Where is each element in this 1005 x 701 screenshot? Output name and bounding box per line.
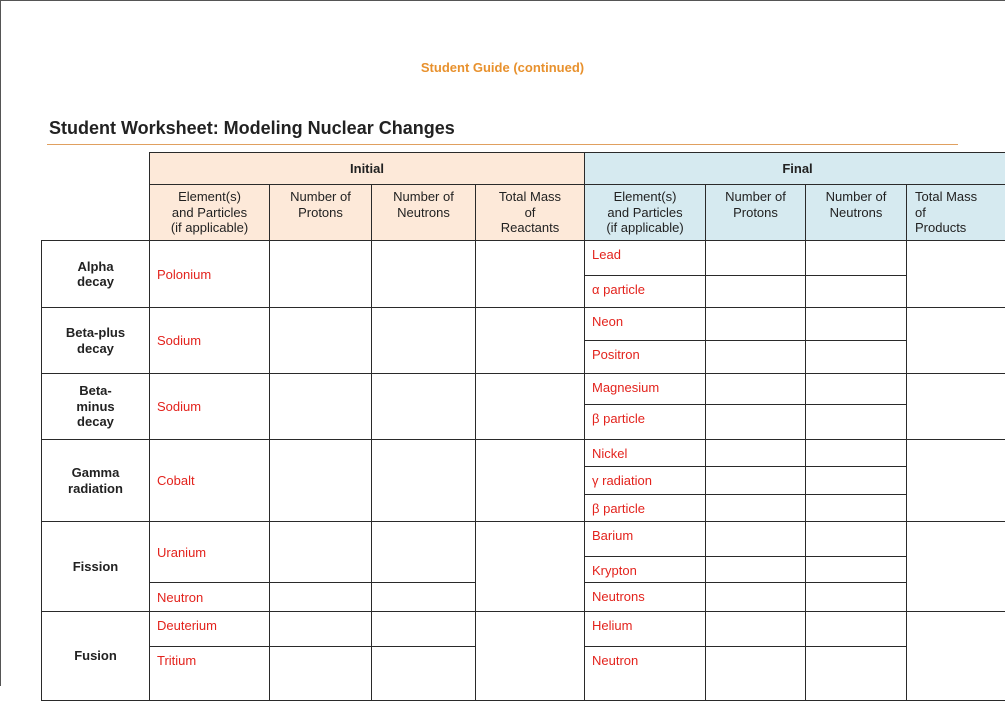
final-element: Helium <box>584 611 706 647</box>
total-mass-products-cell[interactable] <box>906 521 1005 612</box>
final-element: γ radiation <box>584 466 706 495</box>
initial-neutrons-cell[interactable] <box>371 439 476 522</box>
final-neutrons-cell[interactable] <box>805 466 907 495</box>
initial-protons-cell[interactable] <box>269 439 372 522</box>
row-label: Fusion <box>41 611 150 701</box>
final-neutrons-cell[interactable] <box>805 494 907 522</box>
final-protons-cell[interactable] <box>705 373 806 405</box>
group-header-initial: Initial <box>149 152 585 185</box>
worksheet-title: Student Worksheet: Modeling Nuclear Changes <box>49 118 455 138</box>
initial-element: Deuterium <box>149 611 270 647</box>
initial-element: Neutron <box>149 582 270 612</box>
final-element: Nickel <box>584 439 706 467</box>
final-neutrons-cell[interactable] <box>805 404 907 440</box>
total-mass-reactants-cell[interactable] <box>475 240 585 308</box>
initial-column-header: Element(s) and Particles (if applicable) <box>149 184 270 241</box>
initial-neutrons-cell[interactable] <box>371 373 476 440</box>
initial-element: Sodium <box>149 373 270 440</box>
final-neutrons-cell[interactable] <box>805 611 907 647</box>
initial-protons-cell[interactable] <box>269 611 372 647</box>
final-neutrons-cell[interactable] <box>805 275 907 308</box>
total-mass-reactants-cell[interactable] <box>475 373 585 440</box>
initial-column-header: Number of Protons <box>269 184 372 241</box>
row-label: Beta-plus decay <box>41 307 150 374</box>
final-column-header: Number of Protons <box>705 184 806 241</box>
final-protons-cell[interactable] <box>705 521 806 557</box>
initial-element: Polonium <box>149 240 270 308</box>
total-mass-products-cell[interactable] <box>906 240 1005 308</box>
final-element: Magnesium <box>584 373 706 405</box>
final-element: α particle <box>584 275 706 308</box>
final-element: Neutrons <box>584 582 706 612</box>
initial-protons-cell[interactable] <box>269 373 372 440</box>
final-protons-cell[interactable] <box>705 275 806 308</box>
total-mass-products-cell[interactable] <box>906 307 1005 374</box>
final-protons-cell[interactable] <box>705 582 806 612</box>
row-label: Alpha decay <box>41 240 150 308</box>
final-column-header: Number of Neutrons <box>805 184 907 241</box>
initial-element: Uranium <box>149 521 270 583</box>
initial-protons-cell[interactable] <box>269 582 372 612</box>
final-element: β particle <box>584 494 706 522</box>
initial-neutrons-cell[interactable] <box>371 611 476 647</box>
initial-protons-cell[interactable] <box>269 646 372 701</box>
final-element: Lead <box>584 240 706 276</box>
initial-column-header: Total Mass of Reactants <box>475 184 585 241</box>
total-mass-products-cell[interactable] <box>906 373 1005 440</box>
final-neutrons-cell[interactable] <box>805 439 907 467</box>
final-element: Barium <box>584 521 706 557</box>
initial-protons-cell[interactable] <box>269 521 372 583</box>
final-column-header: Element(s) and Particles (if applicable) <box>584 184 706 241</box>
final-protons-cell[interactable] <box>705 404 806 440</box>
final-element: Neutron <box>584 646 706 701</box>
initial-neutrons-cell[interactable] <box>371 582 476 612</box>
row-label: Gamma radiation <box>41 439 150 522</box>
initial-protons-cell[interactable] <box>269 307 372 374</box>
row-label: Fission <box>41 521 150 612</box>
final-protons-cell[interactable] <box>705 307 806 341</box>
initial-element: Sodium <box>149 307 270 374</box>
final-element: β particle <box>584 404 706 440</box>
total-mass-reactants-cell[interactable] <box>475 611 585 701</box>
initial-column-header: Number of Neutrons <box>371 184 476 241</box>
final-neutrons-cell[interactable] <box>805 521 907 557</box>
initial-neutrons-cell[interactable] <box>371 240 476 308</box>
final-neutrons-cell[interactable] <box>805 340 907 374</box>
final-protons-cell[interactable] <box>705 556 806 583</box>
final-element: Neon <box>584 307 706 341</box>
initial-neutrons-cell[interactable] <box>371 307 476 374</box>
final-element: Positron <box>584 340 706 374</box>
initial-neutrons-cell[interactable] <box>371 646 476 701</box>
final-column-header: Total Mass of Products <box>906 184 1005 241</box>
final-protons-cell[interactable] <box>705 494 806 522</box>
total-mass-reactants-cell[interactable] <box>475 521 585 612</box>
final-protons-cell[interactable] <box>705 439 806 467</box>
initial-element: Cobalt <box>149 439 270 522</box>
final-neutrons-cell[interactable] <box>805 556 907 583</box>
total-mass-products-cell[interactable] <box>906 611 1005 701</box>
initial-element: Tritium <box>149 646 270 701</box>
final-protons-cell[interactable] <box>705 340 806 374</box>
guide-title: Student Guide (continued) <box>420 60 585 75</box>
final-neutrons-cell[interactable] <box>805 582 907 612</box>
final-neutrons-cell[interactable] <box>805 307 907 341</box>
group-header-final: Final <box>584 152 1005 185</box>
final-neutrons-cell[interactable] <box>805 373 907 405</box>
final-protons-cell[interactable] <box>705 611 806 647</box>
final-protons-cell[interactable] <box>705 240 806 276</box>
final-neutrons-cell[interactable] <box>805 240 907 276</box>
final-neutrons-cell[interactable] <box>805 646 907 701</box>
final-protons-cell[interactable] <box>705 466 806 495</box>
title-divider <box>47 144 958 145</box>
final-element: Krypton <box>584 556 706 583</box>
final-protons-cell[interactable] <box>705 646 806 701</box>
initial-protons-cell[interactable] <box>269 240 372 308</box>
total-mass-reactants-cell[interactable] <box>475 307 585 374</box>
total-mass-reactants-cell[interactable] <box>475 439 585 522</box>
initial-neutrons-cell[interactable] <box>371 521 476 583</box>
total-mass-products-cell[interactable] <box>906 439 1005 522</box>
row-label: Beta- minus decay <box>41 373 150 440</box>
